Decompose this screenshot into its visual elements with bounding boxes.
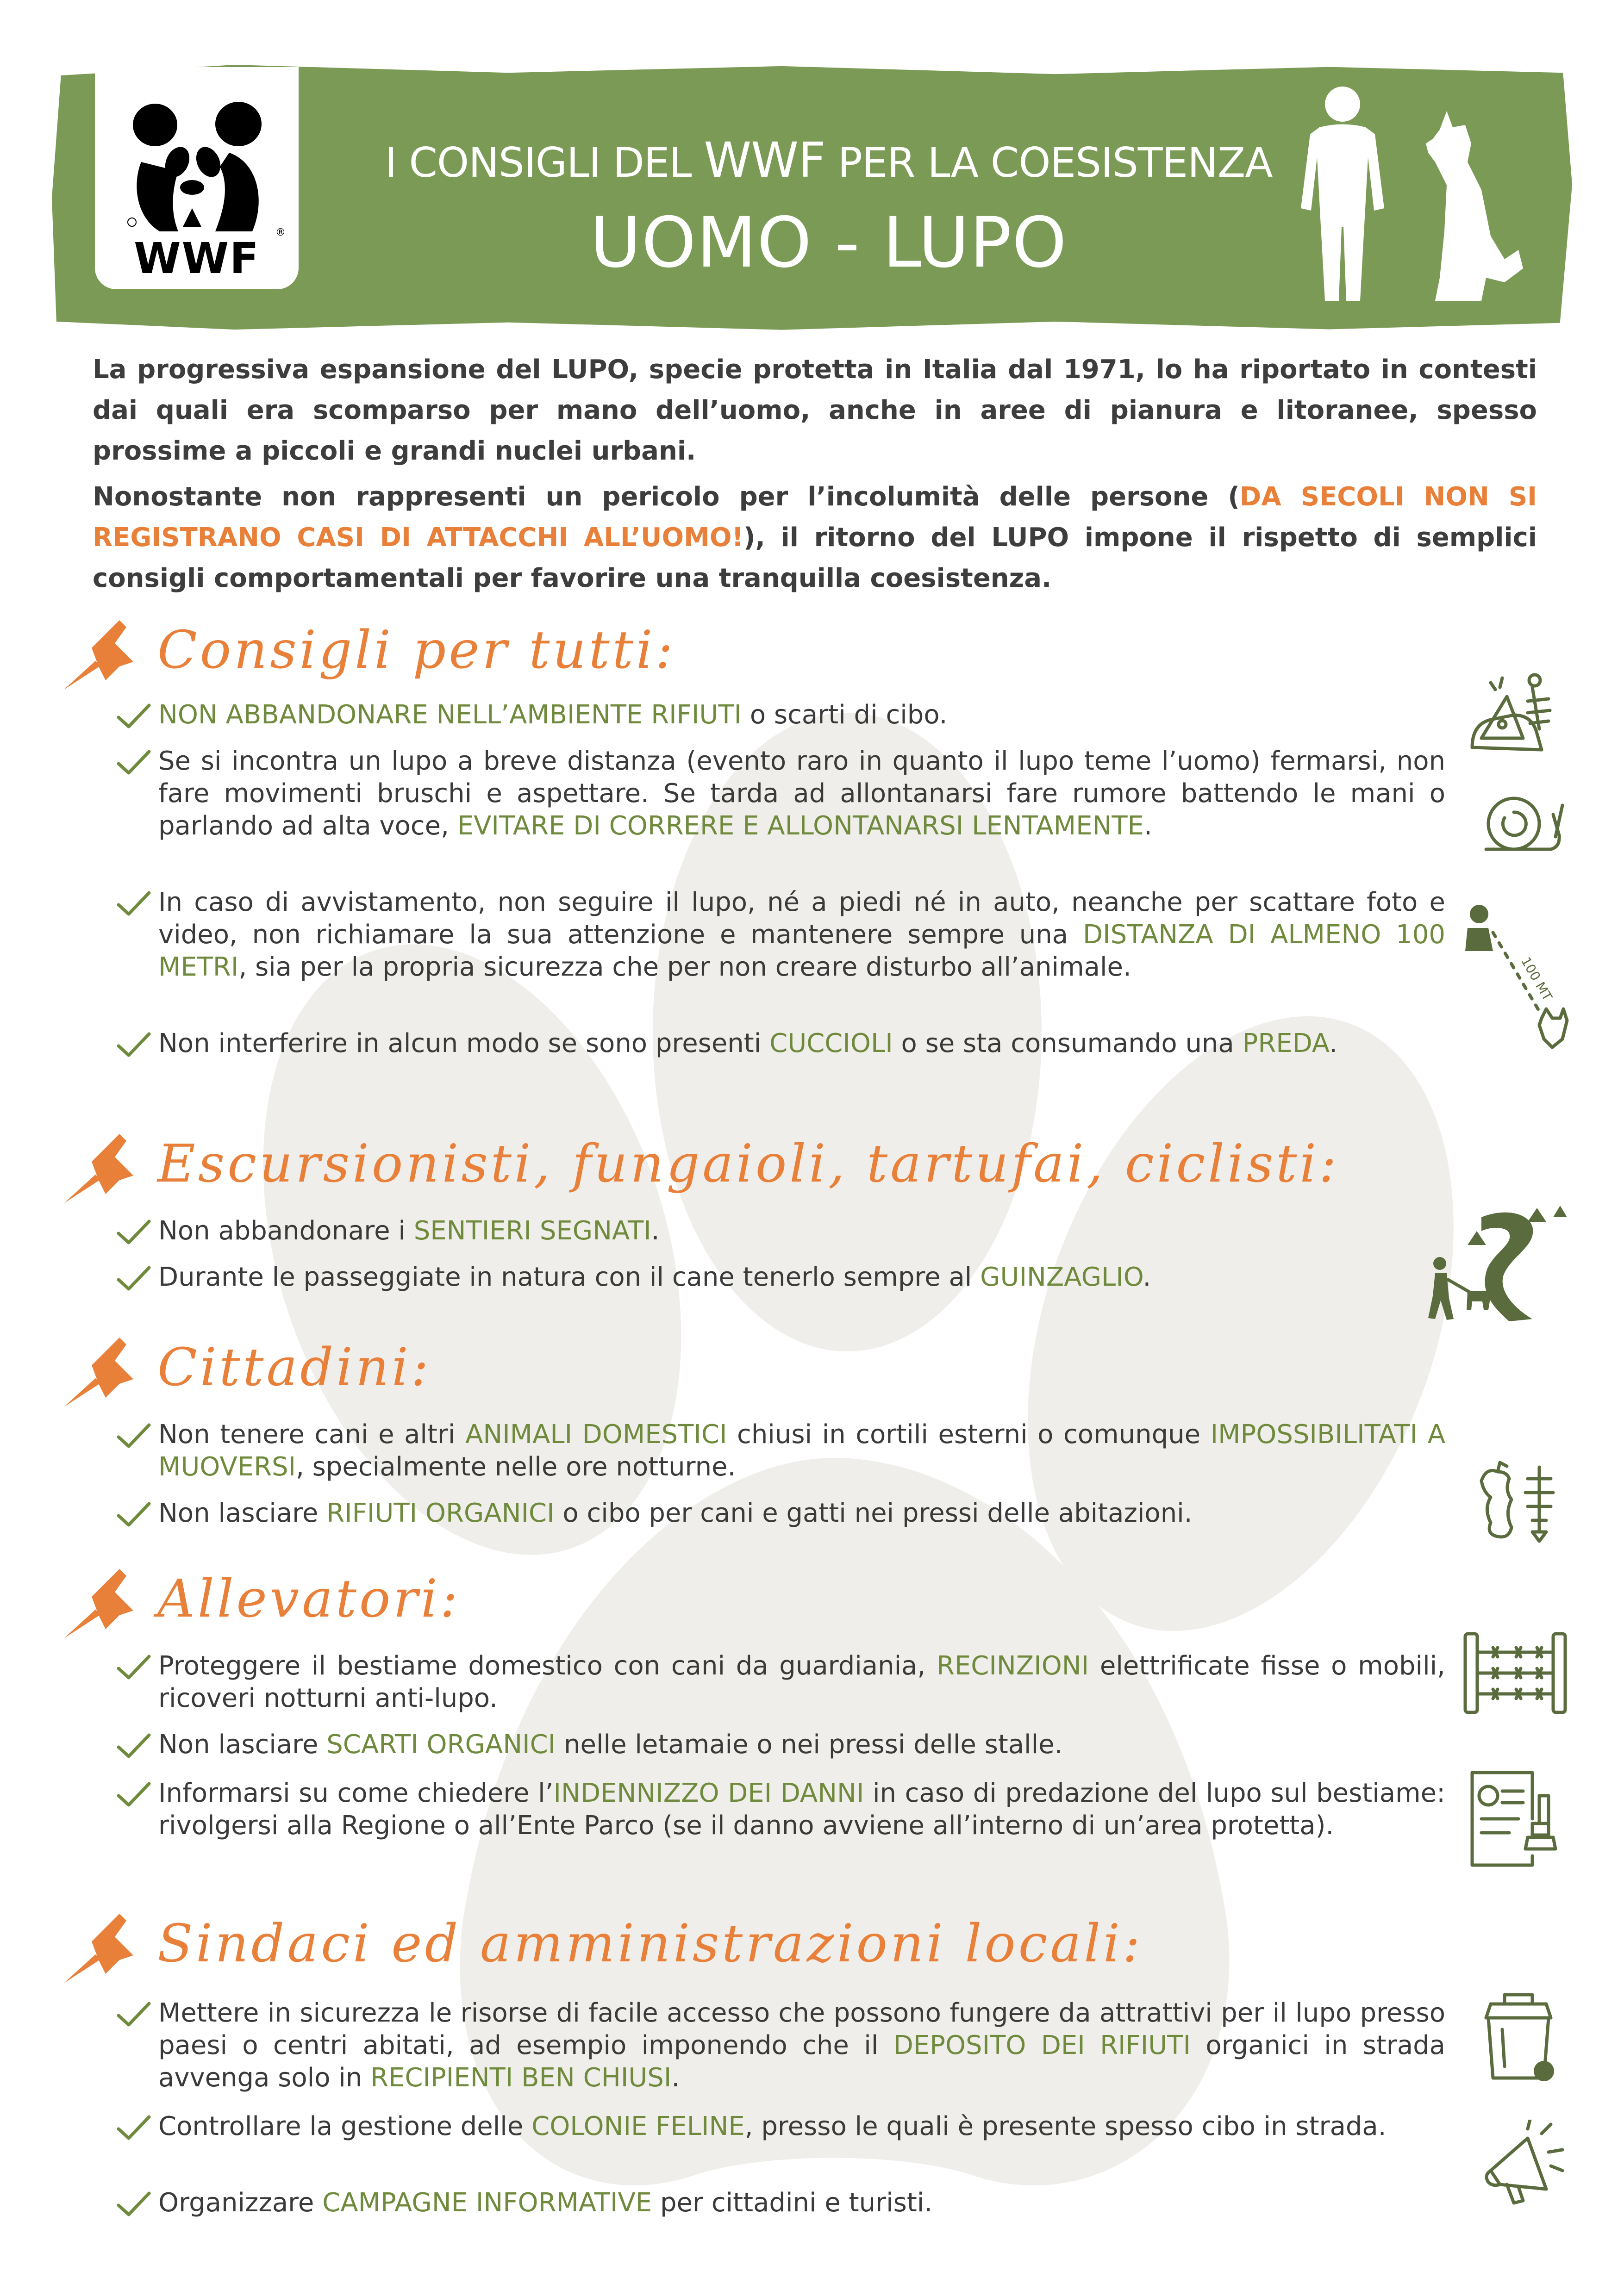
section-heading-allevatori: Allevatori: <box>157 1569 461 1629</box>
intro-paragraph-1: La progressiva espansione del LUPO, specie protetta in Italia dal 1971, lo ha riportato in contesti dai quali era scomparso per mano dell’uomo, anche in aree di pianura e litoranee, spesso prossime a piccoli e grandi nuclei urbani. <box>93 355 1537 466</box>
distance-icon <box>1461 900 1572 1053</box>
check-icon <box>116 2114 152 2142</box>
check-icon <box>116 1654 152 1681</box>
check-icon <box>116 1031 152 1059</box>
page-subtitle: UOMO - LUPO <box>590 203 1068 283</box>
wwf-logo <box>95 67 299 289</box>
check-icon <box>116 890 152 918</box>
pushpin-icon <box>59 1909 147 1988</box>
pushpin-icon <box>59 616 147 694</box>
check-icon <box>116 1781 152 1809</box>
organic-waste-icon <box>1472 1458 1565 1546</box>
panda-icon <box>123 93 271 236</box>
megaphone-icon <box>1472 2120 1565 2212</box>
check-icon <box>116 1219 152 1246</box>
snail-icon <box>1477 787 1565 856</box>
check-icon <box>116 703 152 730</box>
check-icon <box>116 1422 152 1450</box>
man-and-wolf-icon <box>1287 83 1528 310</box>
waste-bin-icon <box>1477 1985 1560 2087</box>
pushpin-icon <box>59 1333 147 1412</box>
pushpin-icon <box>59 1564 147 1643</box>
page-title: I CONSIGLI DEL WWF PER LA COESISTENZA <box>385 132 1273 188</box>
section-heading-tutti: Consigli per tutti: <box>157 620 676 680</box>
check-icon <box>116 749 152 777</box>
check-icon <box>116 1732 152 1760</box>
hiker-with-dog-icon <box>1421 1199 1574 1324</box>
section-heading-escursionisti: Escursionisti, fungaioli, tartufai, ciclisti: <box>157 1134 1339 1194</box>
registered-mark-icon: ® <box>275 227 286 238</box>
check-icon <box>116 1501 152 1529</box>
section-heading-sindaci: Sindaci ed amministrazioni locali: <box>157 1914 1143 1974</box>
distance-label: 100 MT <box>1518 954 1555 1004</box>
check-icon <box>116 2190 152 2218</box>
pushpin-icon <box>59 1129 147 1208</box>
check-icon <box>116 1265 152 1293</box>
check-icon <box>116 2001 152 2028</box>
electric-fence-icon <box>1461 1629 1572 1717</box>
document-stamp-icon <box>1463 1768 1565 1870</box>
food-waste-icon <box>1463 669 1565 761</box>
intro-paragraph-2: Nonostante non rappresenti un pericolo per l’incolumità delle persone (DA SECOLI NON SI REGISTRANO CASI DI ATTACCHI ALL’UOMO!), il ritorno del LUPO impone il rispetto di semplici consigli comportamentali per favorire una tranquilla coesistenza. <box>93 482 1537 593</box>
section-heading-cittadini: Cittadini: <box>157 1338 431 1398</box>
wwf-logo-text: WWF <box>134 234 260 283</box>
